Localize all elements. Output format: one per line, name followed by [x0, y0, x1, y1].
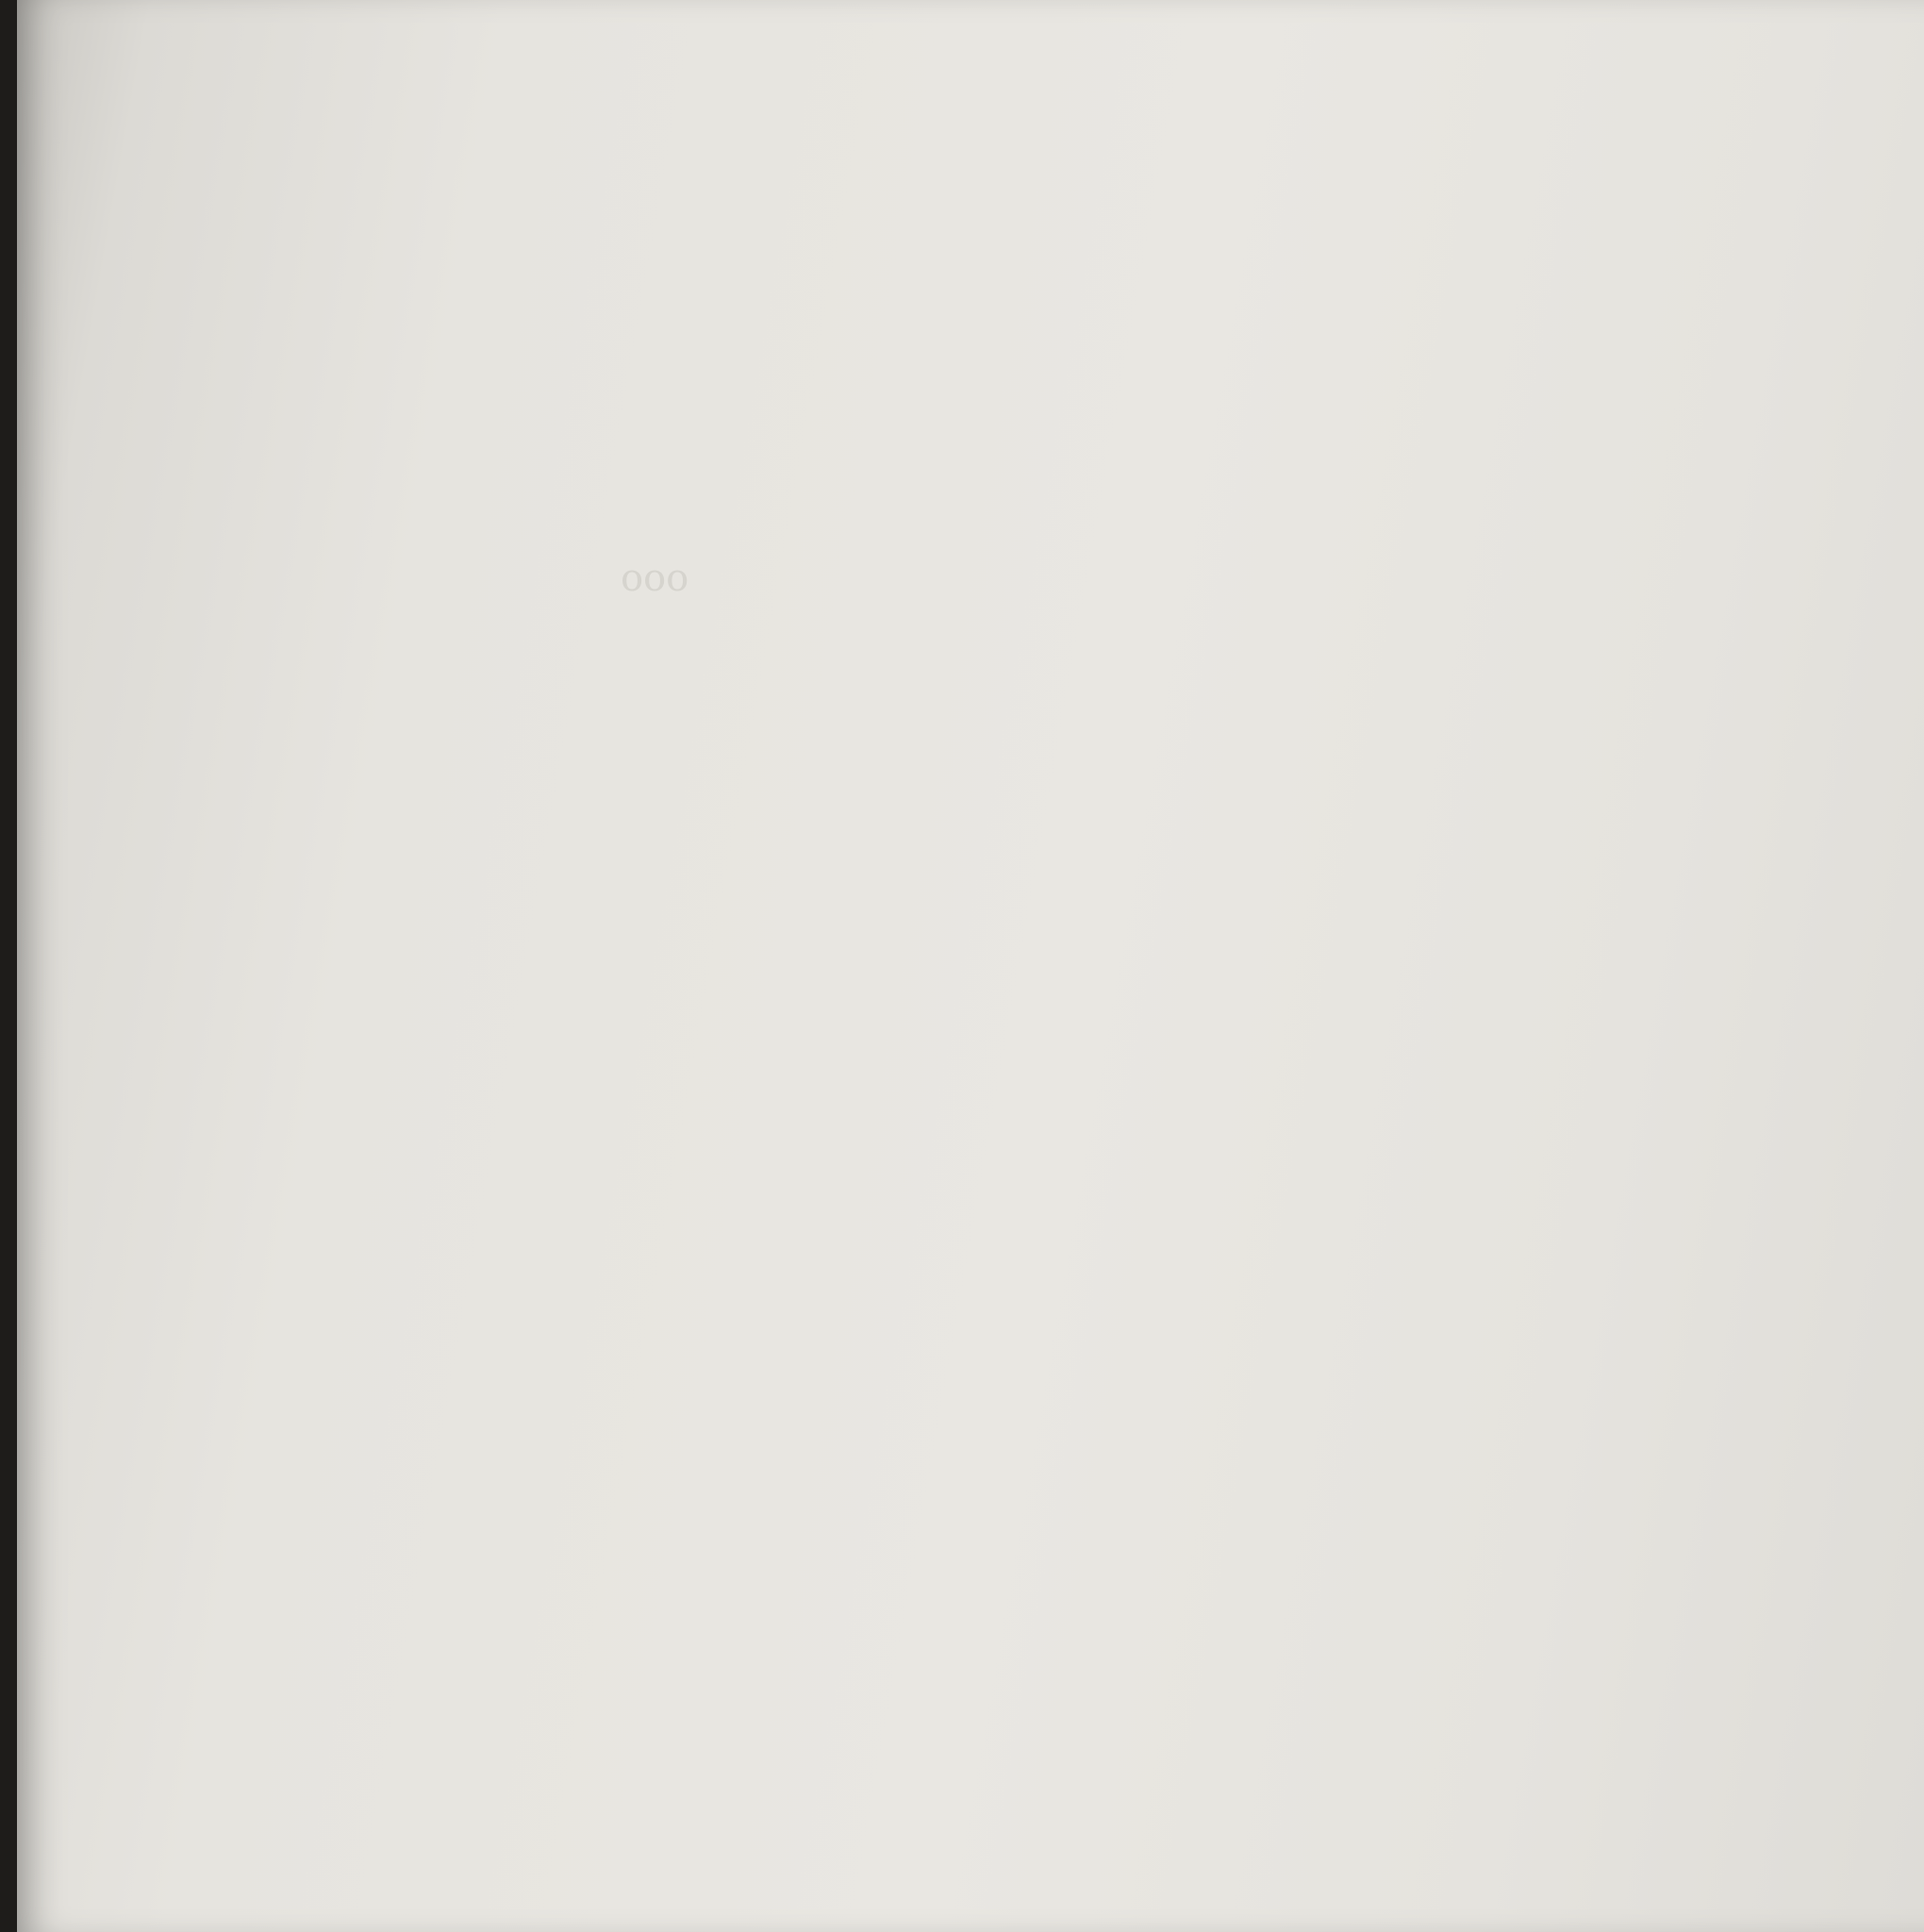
bleed-through-text: ooo: [621, 557, 689, 600]
book-page: [17, 0, 1924, 1932]
